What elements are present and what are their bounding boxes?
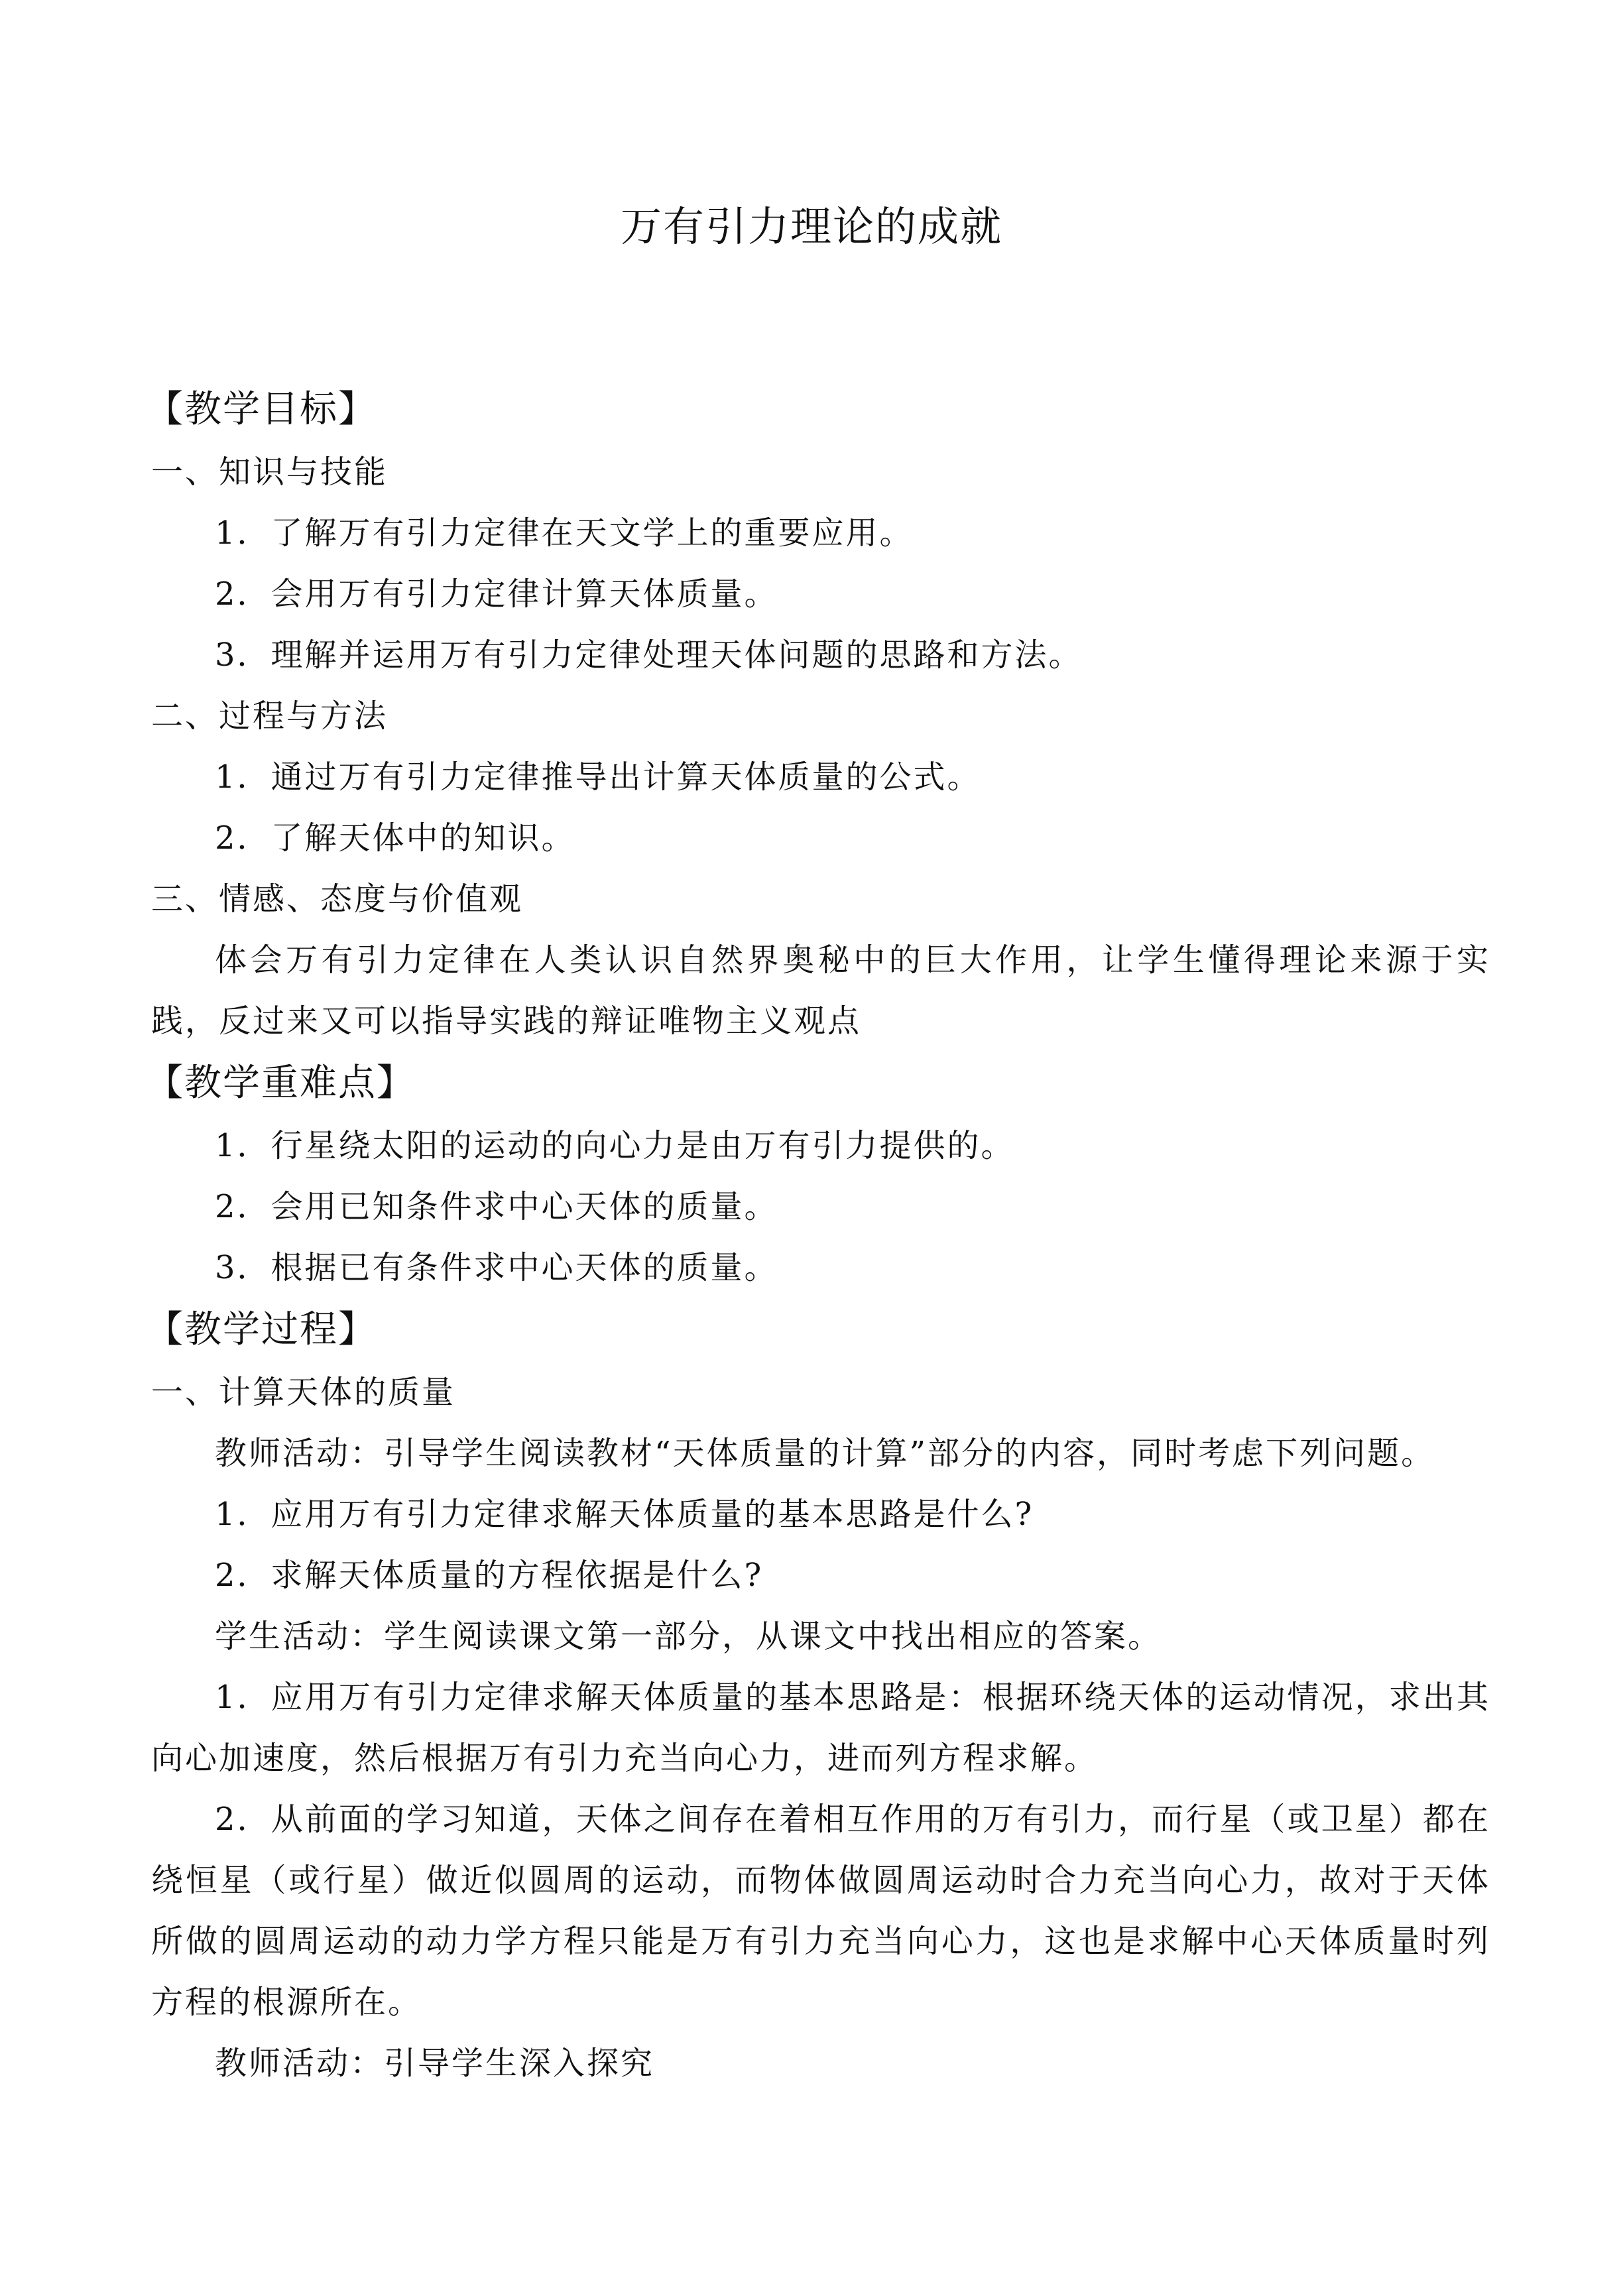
process-method-heading: 二、过程与方法: [151, 697, 389, 735]
mass-calculation-heading: 一、计算天体的质量: [151, 1374, 456, 1411]
document-title: 万有引力理论的成就: [620, 202, 1002, 251]
answer-paragraph: 1．应用万有引力定律求解天体质量的基本思路是：根据环绕天体的运动情况，求出其向心加速度，然后根据万有引力充当向心力，进而列方程求解。: [151, 1679, 1490, 1777]
student-activity: 学生活动：学生阅读课文第一部分，从课文中找出相应的答案。: [215, 1618, 1162, 1655]
key-point-item: 3．根据已有条件求中心天体的质量。: [215, 1249, 778, 1286]
process-method-item: 1．通过万有引力定律推导出计算天体质量的公式。: [215, 758, 981, 796]
question-item: 1．应用万有引力定律求解天体质量的基本思路是什么?: [215, 1496, 1034, 1533]
knowledge-item: 2．会用万有引力定律计算天体质量。: [215, 575, 778, 613]
key-point-item: 1．行星绕太阳的运动的向心力是由万有引力提供的。: [215, 1127, 1015, 1164]
document-body: [146, 378, 1490, 2094]
key-point-item: 2．会用已知条件求中心天体的质量。: [215, 1188, 778, 1225]
teaching-process-heading: 【教学过程】: [146, 1308, 377, 1351]
question-item: 2．求解天体质量的方程依据是什么?: [215, 1557, 764, 1594]
teacher-activity: 教师活动：引导学生深入探究: [215, 2045, 655, 2082]
process-method-item: 2．了解天体中的知识。: [215, 819, 575, 857]
key-points-heading: 【教学重难点】: [146, 1061, 415, 1105]
teacher-activity: 教师活动：引导学生阅读教材“天体质量的计算”部分的内容，同时考虑下列问题。: [215, 1435, 1435, 1472]
knowledge-heading: 一、知识与技能: [151, 453, 389, 491]
knowledge-item: 1．了解万有引力定律在天文学上的重要应用。: [215, 514, 914, 552]
answer-paragraph: 2．从前面的学习知道，天体之间存在着相互作用的万有引力，而行星（或卫星）都在绕恒星（或行星）做近似圆周的运动，而物体做圆周运动时合力充当向心力，故对于天体所做的圆周运动的动力学方程只能是万有引力充当向心力，这也是求解中心天体质量时列方程的根源所在。: [151, 1801, 1490, 2021]
objectives-heading: 【教学目标】: [146, 388, 377, 431]
knowledge-item: 3．理解并运用万有引力定律处理天体问题的思路和方法。: [215, 636, 1083, 674]
emotion-paragraph: 体会万有引力定律在人类认识自然界奥秘中的巨大作用，让学生懂得理论来源于实践，反过来又可以指导实践的辩证唯物主义观点: [151, 941, 1490, 1040]
emotion-heading: 三、情感、态度与价值观: [151, 880, 524, 918]
